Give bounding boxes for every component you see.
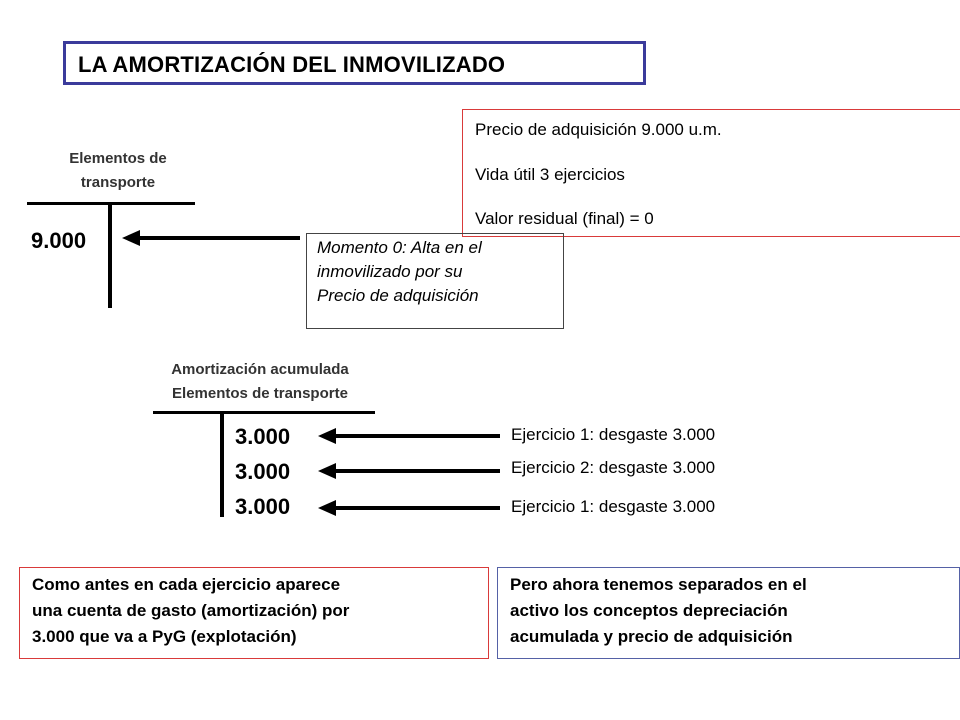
account2-t-vertical: [220, 411, 224, 517]
arrow-exercise1: [316, 424, 502, 448]
info-box: [462, 109, 960, 237]
bottom-right-line3: acumulada y precio de adquisición: [510, 627, 793, 646]
account1-title: [30, 147, 206, 195]
account2-title: [110, 358, 410, 406]
bottom-right-line1: Pero ahora tenemos separados en el: [510, 575, 807, 594]
note-line1: Momento 0: Alta en el: [317, 238, 482, 257]
account2-title-line2: Elementos de transporte: [172, 385, 348, 402]
account2-title-line1: Amortización acumulada: [171, 361, 349, 378]
note-line2: inmovilizado por su: [317, 262, 463, 281]
bottom-left-line3: 3.000 que va a PyG (explotación): [32, 627, 297, 646]
title-box: [63, 41, 646, 85]
arrow-note-to-account1: [120, 226, 302, 250]
account2-entry: 3.000: [235, 494, 291, 519]
exercise-label: Ejercicio 1: desgaste 3.000: [511, 425, 716, 444]
account2-t-horizontal: [153, 411, 375, 414]
exercise-label: Ejercicio 2: desgaste 3.000: [511, 458, 716, 477]
account1-t-vertical: [108, 202, 112, 308]
account1-title-line2: transporte: [80, 174, 156, 191]
account1-title-line1: Elementos de: [69, 150, 167, 167]
bottom-right-line2: activo los conceptos depreciación: [510, 601, 788, 620]
note-box: [306, 233, 564, 329]
arrow-exercise3: [316, 496, 502, 520]
info-purchase-price: Precio de adquisición 9.000 u.m.: [475, 120, 722, 139]
account2-entry: 3.000: [235, 424, 291, 449]
account1-amount: 9.000: [31, 228, 87, 253]
note-line3: Precio de adquisición: [317, 286, 479, 305]
info-useful-life: Vida útil 3 ejercicios: [475, 165, 625, 184]
arrow-exercise2: [316, 459, 502, 483]
info-residual-value: Valor residual (final) = 0: [475, 209, 654, 228]
bottom-right-box: [497, 567, 960, 659]
bottom-left-line1: Como antes en cada ejercicio aparece: [32, 575, 341, 594]
account2-entry: 3.000: [235, 459, 291, 484]
bottom-left-line2: una cuenta de gasto (amortización) por: [32, 601, 350, 620]
exercise-label: Ejercicio 1: desgaste 3.000: [511, 497, 716, 516]
bottom-left-box: [19, 567, 489, 659]
page-title: LA AMORTIZACIÓN DEL INMOVILIZADO: [78, 52, 506, 77]
